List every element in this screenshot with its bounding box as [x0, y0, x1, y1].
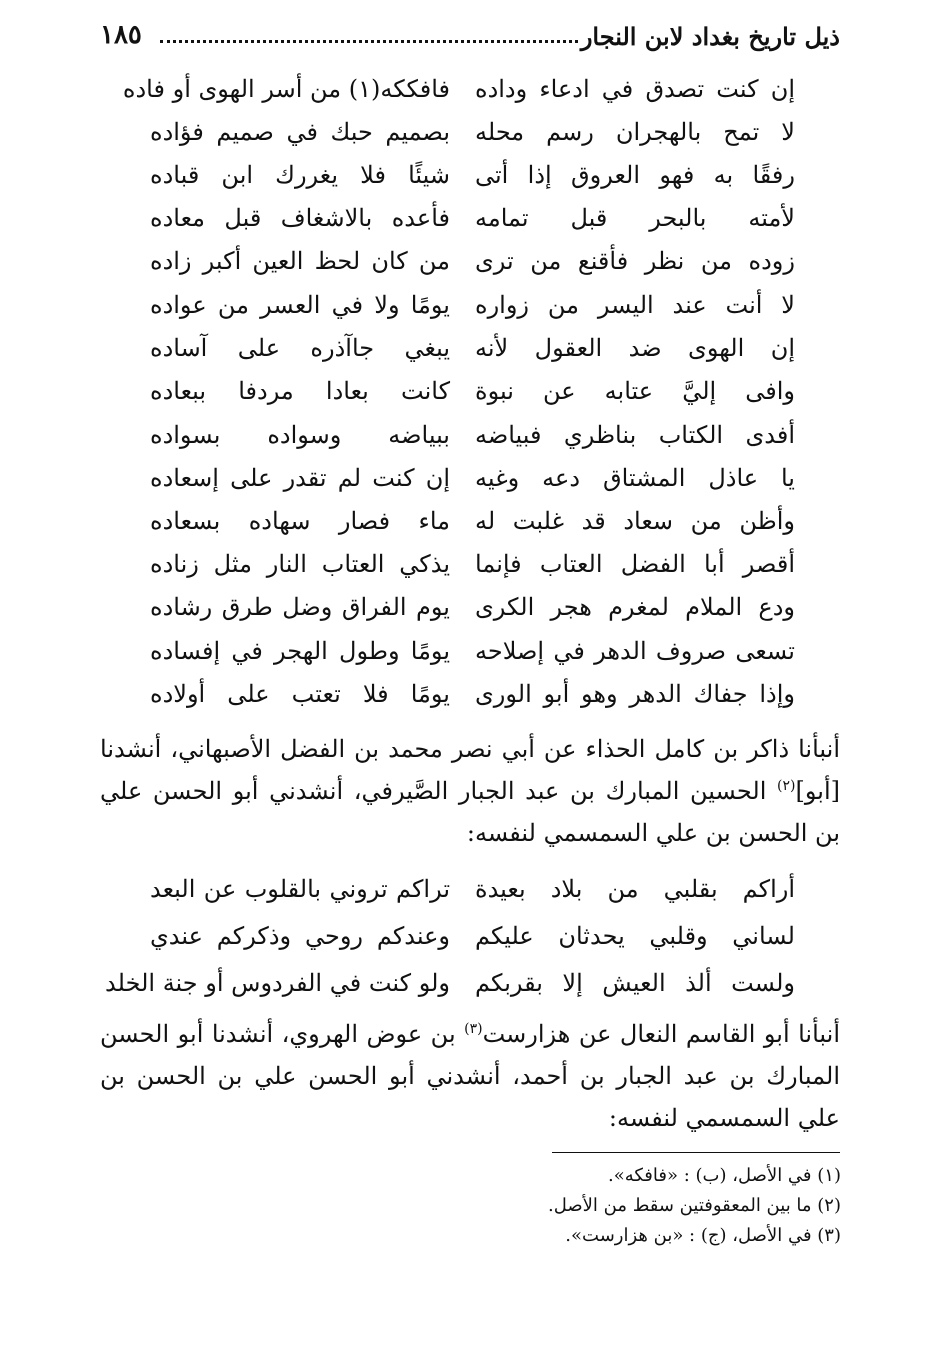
- isnad-paragraph: [100, 1013, 840, 1139]
- second-hemistich: من كان لحظ العين أكبر زاده: [150, 247, 450, 275]
- second-hemistich: يبغي جاآذره على آساده: [150, 334, 450, 362]
- second-hemistich: فأعده بالاشغاف قبل معاده: [150, 204, 450, 232]
- verse-line: [150, 630, 795, 672]
- second-hemistich: شيئًا فلا يغررك ابن قباده: [150, 161, 450, 189]
- footnote: (٢) ما بين المعقوفتين سقط من الأصل.: [548, 1195, 841, 1216]
- verse-line: [150, 414, 795, 456]
- first-hemistich: أفدى الكتاب بناظري فبياضه: [475, 421, 795, 449]
- first-hemistich: لا تمح بالهجران رسم محله: [475, 118, 795, 146]
- verse-line: [150, 500, 795, 542]
- second-hemistich: يوم الفراق وضل طرق رشاده: [150, 593, 450, 621]
- second-hemistich: تراكم تروني بالقلوب عن البعد: [150, 875, 450, 903]
- book-title: ذيل تاريخ بغداد لابن النجار: [580, 22, 840, 51]
- first-hemistich: ودع الملام لمغرم هجر الكرى: [475, 593, 795, 621]
- verse-line: [150, 240, 795, 282]
- first-hemistich: إن الهوى ضد العقول لأنه: [475, 334, 795, 362]
- second-hemistich: بصميم حبك في صميم فؤاده: [150, 118, 450, 146]
- second-hemistich: ببياضه وسواده بسواده: [150, 421, 450, 449]
- first-hemistich: ولست ألذ العيش إلا بقربكم: [475, 969, 795, 997]
- first-hemistich: تسعى صروف الدهر في إصلاحه: [475, 637, 795, 665]
- footnote: (٣) في الأصل، (ج) : «بن هزارست».: [565, 1225, 841, 1246]
- footnote-marker: (٢): [777, 778, 796, 794]
- second-hemistich: وعندكم روحي وذكركم عندي: [150, 922, 450, 950]
- verse-line: [150, 327, 795, 369]
- first-hemistich: يا عاذل المشتاق دعه وغيه: [475, 464, 795, 492]
- verse-line: [150, 284, 795, 326]
- first-hemistich: أراكم بقلبي من بلاد بعيدة: [475, 875, 795, 903]
- verse-line: [150, 457, 795, 499]
- footnote: (١) في الأصل، (ب) : «فافكه».: [607, 1165, 841, 1186]
- first-hemistich: لا أنت عند اليسر من زواره: [475, 291, 795, 319]
- header-leader-dots: [160, 40, 578, 43]
- verse-line: [150, 154, 795, 196]
- paragraph-text: الحسين المبارك بن عبد الجبار الصَّيرفي، أنشدني أبو الحسن علي بن الحسن بن علي السمسمي لنفسه:: [100, 777, 840, 847]
- verse-line: [150, 370, 795, 412]
- first-hemistich: لساني وقلبي يحدثان عليكم: [475, 922, 795, 950]
- first-hemistich: وإذا جفاك الدهر وهو أبو الورى: [475, 680, 795, 708]
- paragraph-text: أنبأنا أبو القاسم النعال عن هزارست: [482, 1020, 841, 1048]
- verse-line: [150, 543, 795, 585]
- first-hemistich: إن كنت تصدق في ادعاء وداده: [475, 75, 795, 103]
- footnote-separator: [552, 1152, 840, 1153]
- verse-line: [150, 197, 795, 239]
- verse-line: [150, 915, 795, 957]
- first-hemistich: وأظن من سعاد قد غلبت له: [475, 507, 795, 535]
- verse-line: [122, 68, 795, 110]
- second-hemistich: فافككه(١) من أسر الهوى أو فاده: [122, 75, 450, 103]
- paragraph-text: بن عوض الهروي، أنشدنا أبو الحسن المبارك بن عبد الجبار بن أحمد، أنشدني أبو الحسن علي بن الحسن بن علي السمسمي لنفسه:: [100, 1020, 840, 1132]
- first-hemistich: أقصر أبا الفضل العتاب فإنما: [475, 550, 795, 578]
- first-hemistich: رفقًا به فهو العروق إذا أتى: [475, 161, 795, 189]
- first-hemistich: وافى إليَّ عتابه عن نبوة: [475, 377, 795, 405]
- second-hemistich: يذكي العتاب النار مثل زناده: [150, 550, 450, 578]
- verse-line: [105, 962, 795, 1004]
- second-hemistich: ماء فصار سهاده بسعاده: [150, 507, 450, 535]
- second-hemistich: يومًا ولا في العسر من عواده: [150, 291, 450, 319]
- page-number: ١٨٥: [100, 20, 142, 50]
- first-hemistich: لأمته بالبحر قبل تمامه: [475, 204, 795, 232]
- second-hemistich: إن كنت لم تقدر على إسعاده: [150, 464, 450, 492]
- verse-line: [150, 586, 795, 628]
- second-hemistich: يومًا وطول الهجر في إفساده: [150, 637, 450, 665]
- paragraph-text: أنبأنا ذاكر بن كامل الحذاء عن أبي نصر محمد بن الفضل الأصبهاني، أنشدنا [أبو]: [100, 735, 840, 805]
- second-hemistich: كانت بعادا مردفا ببعاده: [150, 377, 450, 405]
- first-hemistich: زوده من نظر فأقنع من ترى: [475, 247, 795, 275]
- running-header: [100, 18, 840, 62]
- second-hemistich: ولو كنت في الفردوس أو جنة الخلد: [105, 969, 450, 997]
- verse-line: [150, 673, 795, 715]
- isnad-paragraph: [100, 728, 840, 854]
- footnote-marker: (٣): [464, 1021, 483, 1037]
- verse-line: [150, 111, 795, 153]
- verse-line: [150, 868, 795, 910]
- second-hemistich: يومًا فلا تعتب على أولاده: [150, 680, 450, 708]
